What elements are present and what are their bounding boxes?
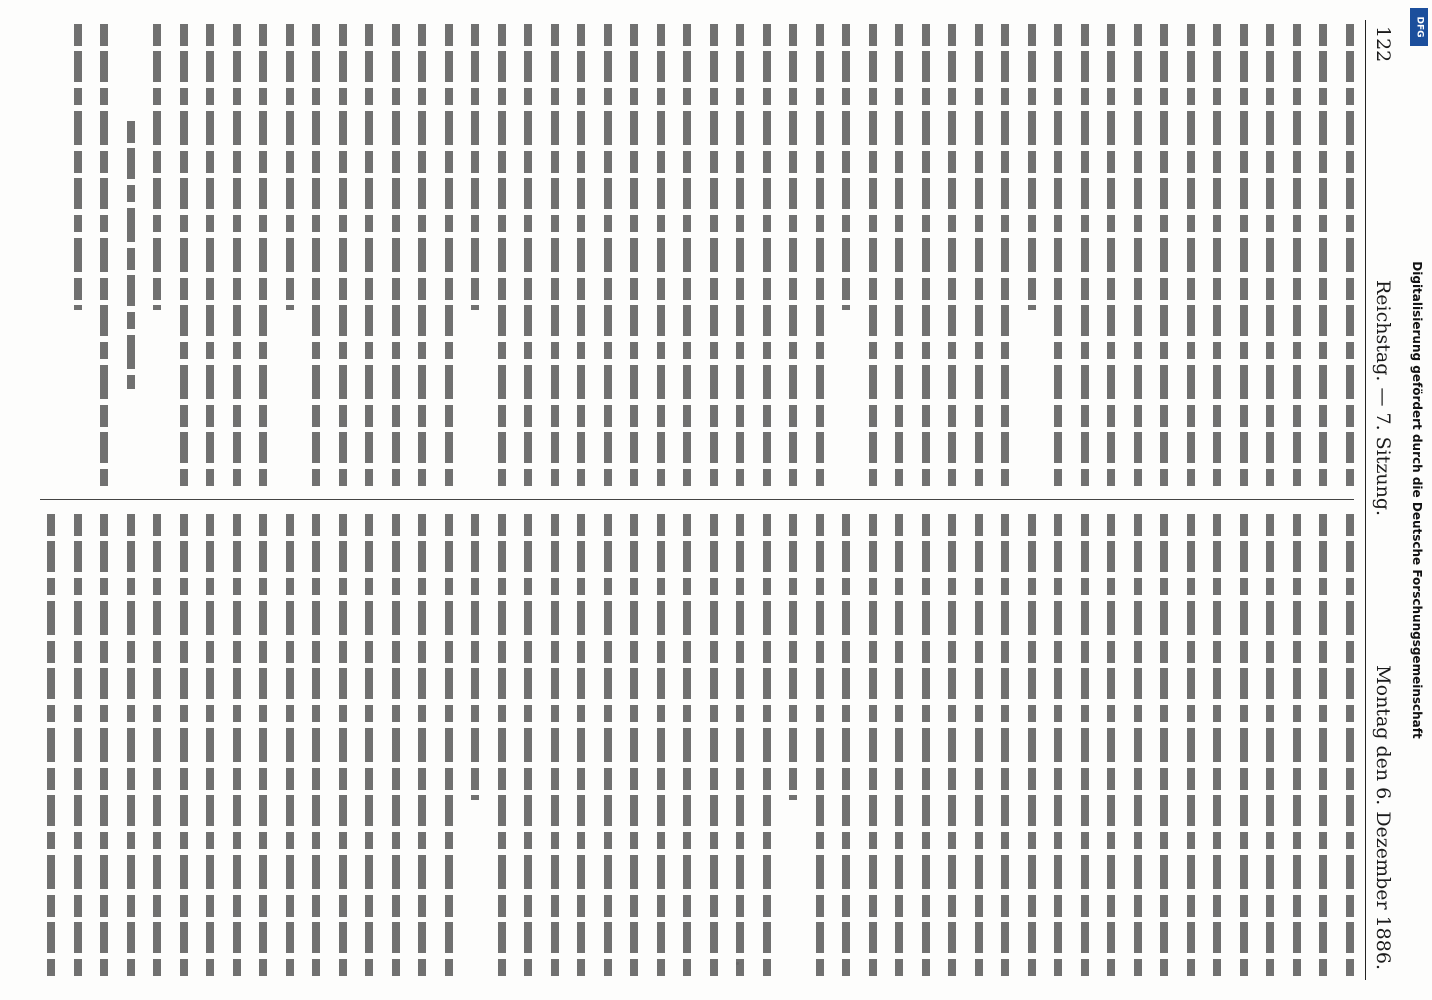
text-line-placeholder	[710, 514, 718, 976]
text-line-placeholder	[525, 514, 533, 976]
text-line-placeholder	[366, 24, 374, 486]
text-line-placeholder	[74, 24, 82, 310]
text-line-placeholder	[419, 514, 427, 976]
text-line-placeholder	[101, 24, 109, 486]
text-line-placeholder	[180, 24, 188, 486]
text-line-placeholder	[1267, 514, 1275, 976]
text-column-left	[40, 24, 1354, 486]
text-line-placeholder	[790, 24, 798, 486]
text-line-placeholder	[896, 24, 904, 486]
page-header	[1365, 20, 1402, 980]
text-line-placeholder	[578, 24, 586, 486]
text-line-placeholder	[154, 24, 162, 310]
text-line-placeholder	[1161, 514, 1169, 976]
text-line-placeholder	[525, 24, 533, 486]
page-number: 122	[1372, 26, 1394, 63]
text-line-placeholder	[1161, 24, 1169, 486]
text-line-placeholder	[1108, 24, 1116, 486]
text-line-placeholder	[498, 514, 506, 976]
text-line-placeholder	[631, 514, 639, 976]
text-line-placeholder	[1240, 514, 1248, 976]
text-line-placeholder	[551, 514, 559, 976]
text-line-placeholder	[313, 514, 321, 976]
text-line-placeholder	[101, 514, 109, 976]
running-title: Reichstag. — 7. Sitzung.	[1372, 280, 1394, 517]
text-line-placeholder	[737, 514, 745, 976]
text-line-placeholder	[843, 514, 851, 976]
text-line-placeholder	[233, 514, 241, 976]
text-line-placeholder	[816, 514, 824, 976]
text-line-placeholder	[737, 24, 745, 486]
digitization-credit	[1404, 0, 1430, 1000]
text-line-placeholder	[1346, 24, 1354, 486]
text-line-placeholder	[657, 514, 665, 976]
text-line-placeholder	[631, 24, 639, 486]
text-line-placeholder	[1134, 24, 1142, 486]
text-line-placeholder	[1002, 514, 1010, 976]
text-line-placeholder	[869, 24, 877, 486]
text-line-placeholder	[233, 24, 241, 486]
text-line-placeholder	[604, 514, 612, 976]
text-line-placeholder	[286, 514, 294, 976]
text-line-placeholder	[578, 514, 586, 976]
text-line-placeholder	[1055, 514, 1063, 976]
text-line-placeholder	[1293, 514, 1301, 976]
text-line-placeholder	[604, 24, 612, 486]
text-line-placeholder	[975, 514, 983, 976]
text-line-placeholder	[339, 514, 347, 976]
text-line-placeholder	[127, 514, 135, 976]
text-line-placeholder	[657, 24, 665, 486]
text-line-placeholder	[472, 24, 480, 310]
text-line-placeholder	[180, 514, 188, 976]
text-line-placeholder	[1214, 24, 1222, 486]
text-line-placeholder	[1134, 514, 1142, 976]
text-line-placeholder	[896, 514, 904, 976]
text-line-placeholder	[1346, 514, 1354, 976]
text-line-placeholder	[498, 24, 506, 486]
text-column-right	[40, 514, 1354, 976]
text-line-placeholder	[949, 514, 957, 976]
scan-speck	[736, 962, 739, 965]
text-line-placeholder	[869, 514, 877, 976]
digitization-credit-text: Digitalisierung gefördert durch die Deutsche Forschungsgemeinschaft	[1410, 261, 1424, 739]
text-line-placeholder	[1081, 514, 1089, 976]
text-line-placeholder	[975, 24, 983, 486]
session-date: Montag den 6. Dezember 1886.	[1372, 665, 1394, 970]
text-line-placeholder	[763, 514, 771, 976]
text-line-placeholder	[207, 514, 215, 976]
text-line-placeholder	[1108, 514, 1116, 976]
text-line-placeholder	[260, 24, 268, 486]
text-line-placeholder	[313, 24, 321, 486]
text-line-placeholder	[843, 24, 851, 310]
text-line-placeholder	[1187, 24, 1195, 486]
text-line-placeholder	[710, 24, 718, 486]
text-line-placeholder	[472, 514, 480, 800]
text-line-placeholder	[445, 514, 453, 976]
text-line-placeholder	[48, 514, 56, 976]
text-line-placeholder	[790, 514, 798, 800]
dfg-logo	[1410, 8, 1428, 46]
text-line-placeholder	[763, 24, 771, 486]
text-line-placeholder	[339, 24, 347, 486]
text-line-placeholder	[922, 514, 930, 976]
text-line-placeholder	[1028, 514, 1036, 976]
text-line-placeholder	[684, 514, 692, 976]
text-line-placeholder	[1214, 514, 1222, 976]
text-line-placeholder	[445, 24, 453, 486]
text-line-placeholder	[392, 514, 400, 976]
column-divider	[40, 499, 1354, 500]
text-line-placeholder	[74, 514, 82, 976]
text-line-placeholder	[260, 514, 268, 976]
text-line-placeholder	[1081, 24, 1089, 486]
text-line-placeholder	[922, 24, 930, 486]
text-line-placeholder	[127, 121, 135, 389]
text-line-placeholder	[419, 24, 427, 486]
rotated-protocol-page	[26, 20, 1406, 980]
text-line-placeholder	[1293, 24, 1301, 486]
text-line-placeholder	[1187, 514, 1195, 976]
text-line-placeholder	[551, 24, 559, 486]
text-line-placeholder	[1267, 24, 1275, 486]
text-line-placeholder	[366, 514, 374, 976]
text-line-placeholder	[1320, 514, 1328, 976]
text-line-placeholder	[207, 24, 215, 486]
text-line-placeholder	[684, 24, 692, 486]
text-line-placeholder	[1055, 24, 1063, 486]
text-line-placeholder	[1320, 24, 1328, 486]
text-line-placeholder	[1028, 24, 1036, 310]
dfg-logo-text: DFG	[1414, 16, 1425, 38]
text-line-placeholder	[392, 24, 400, 486]
text-line-placeholder	[816, 24, 824, 486]
text-line-placeholder	[154, 514, 162, 976]
text-line-placeholder	[1002, 24, 1010, 486]
text-line-placeholder	[1240, 24, 1248, 486]
text-line-placeholder	[286, 24, 294, 310]
text-line-placeholder	[949, 24, 957, 486]
